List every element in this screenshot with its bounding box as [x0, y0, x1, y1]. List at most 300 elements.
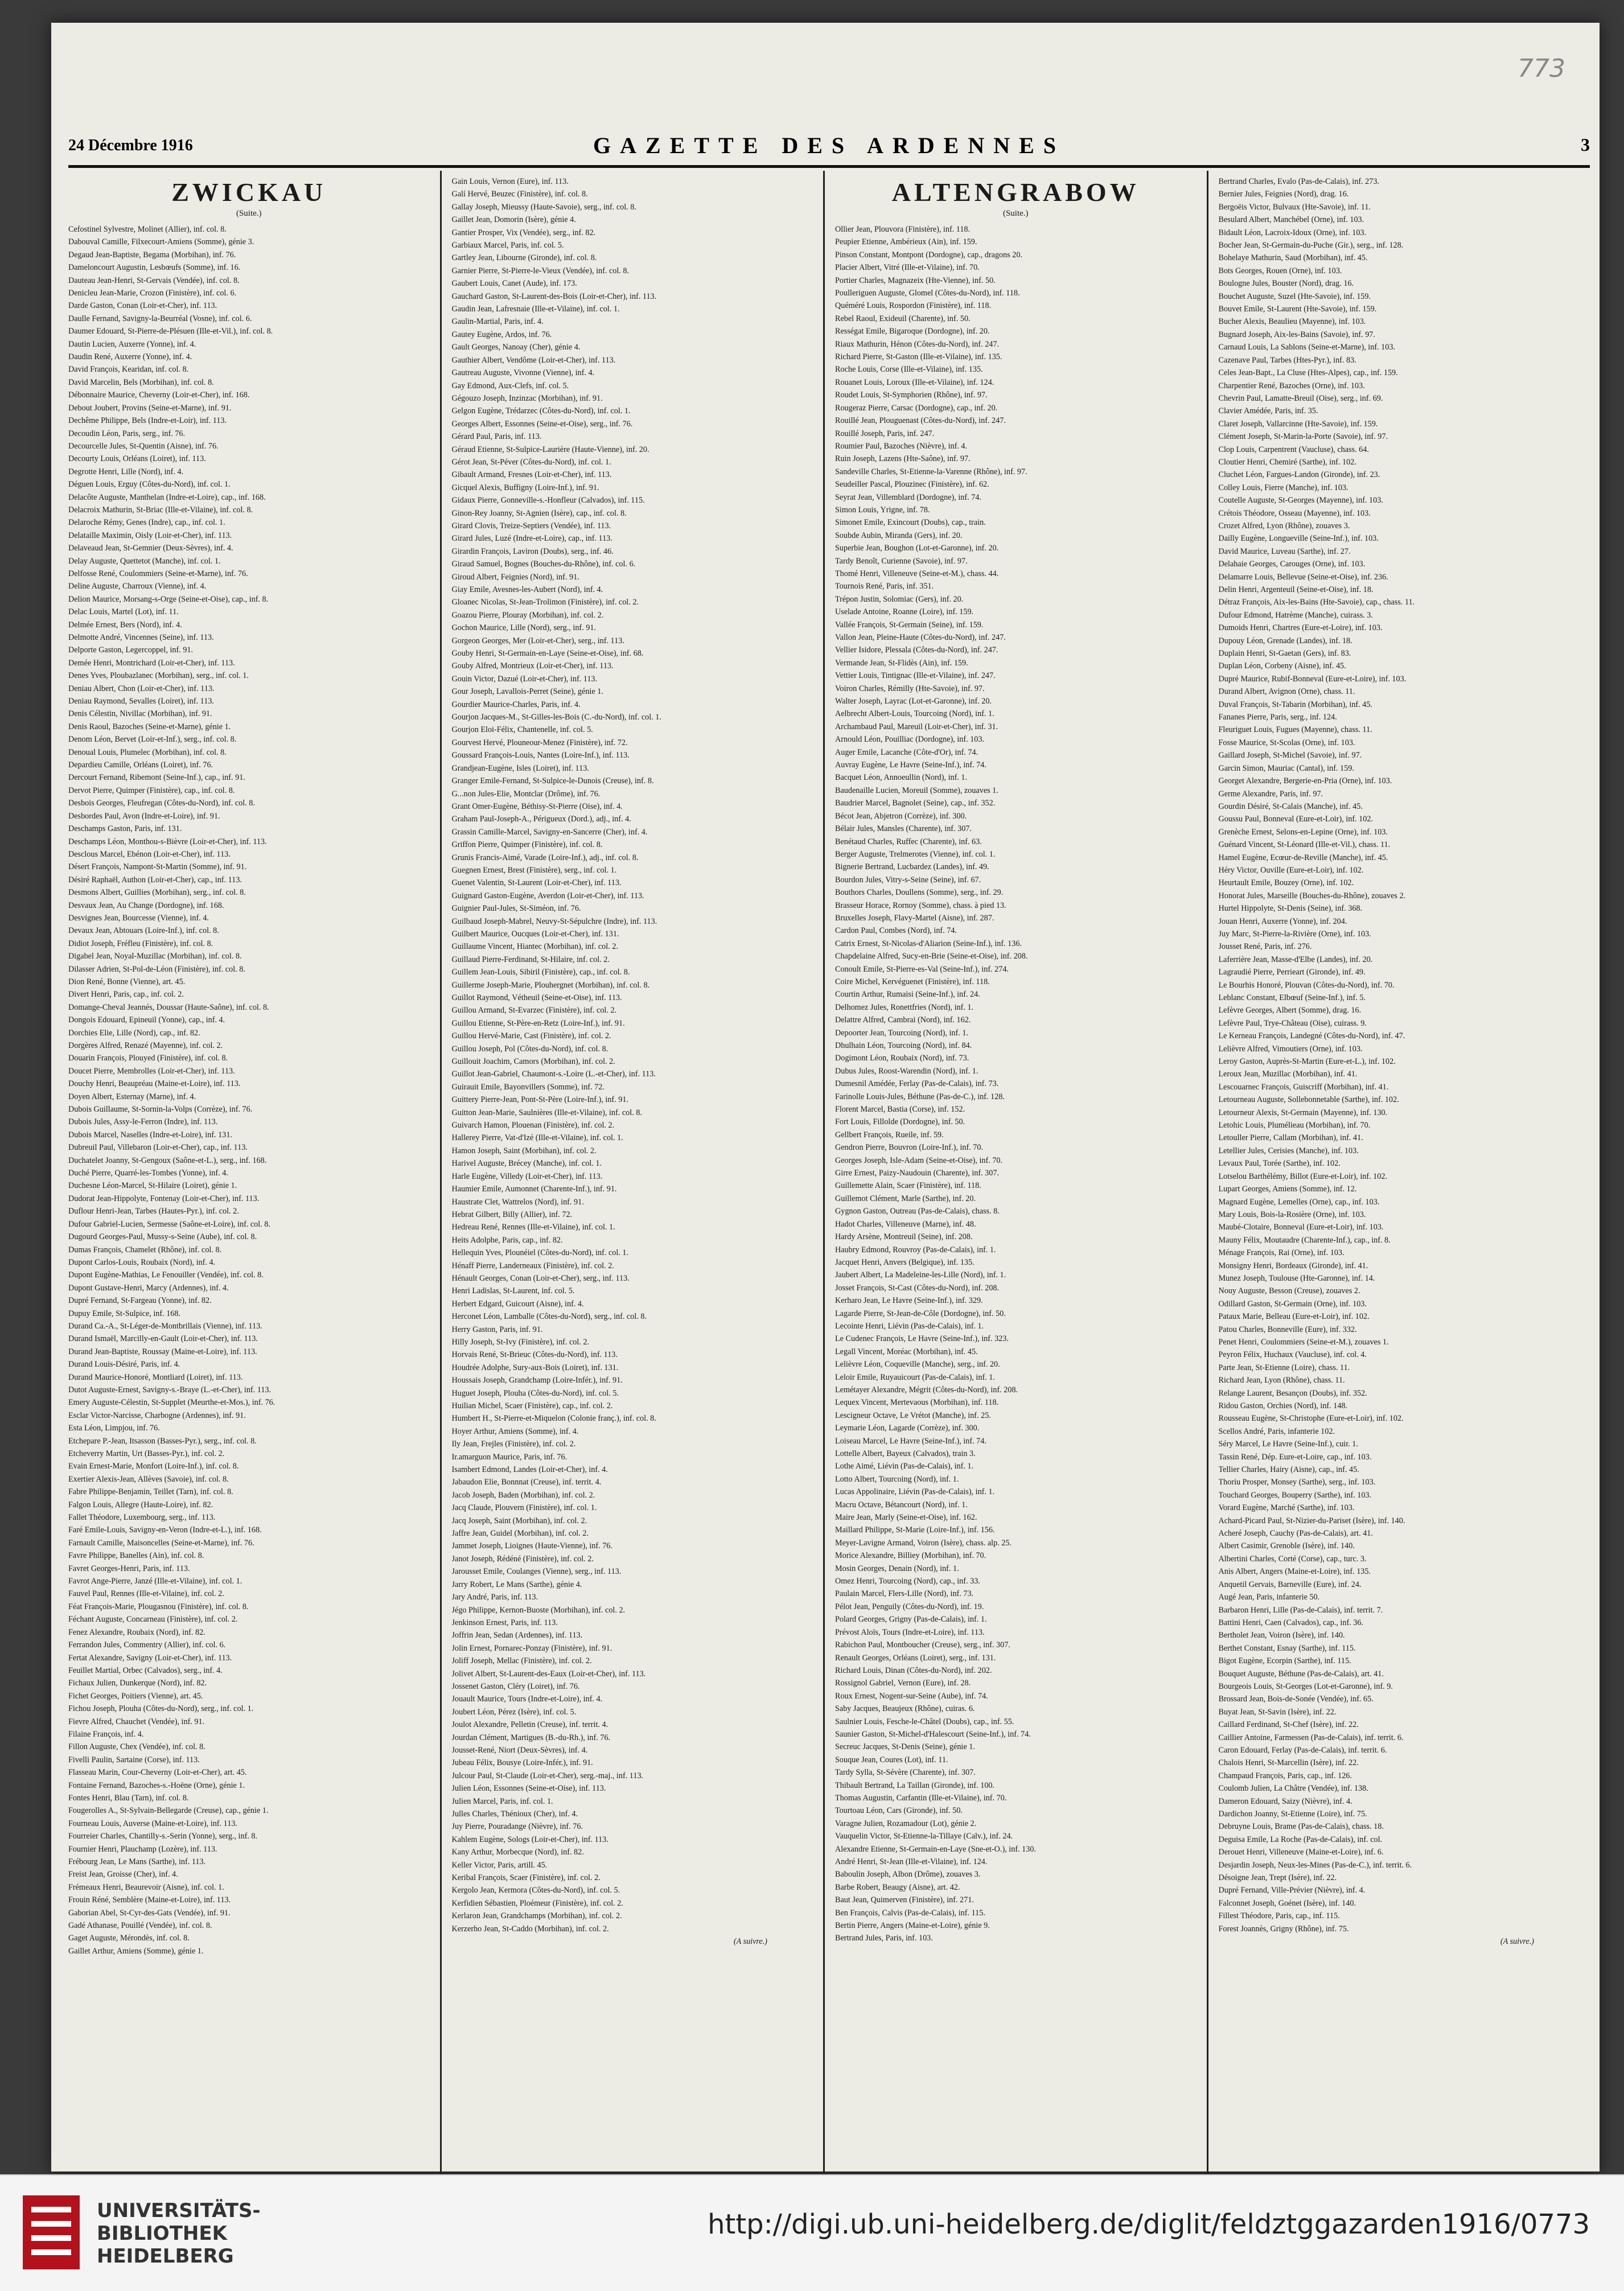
prisoner-entry: Lotselou Barthélémy, Billot (Eure-et-Loir), inf. 102.: [1218, 1171, 1388, 1181]
prisoner-entry: David François, Kearidan, inf. col. 8.: [68, 365, 189, 375]
prisoner-entry: Simon Louis, Yrigne, inf. 78.: [835, 505, 930, 515]
prisoner-entry: Coire Michel, Kervéguenet (Finistère), inf. 118.: [835, 977, 990, 986]
prisoner-entry: Ir.amarguon Maurice, Paris, inf. 76.: [451, 1452, 568, 1462]
prisoner-entry: Dailly Eugène, Longueville (Seine-Inf.), inf. 103.: [1218, 534, 1379, 544]
prisoner-entry: Guillaud Pierre-Ferdinand, St-Hilaire, inf. col. 2.: [451, 955, 610, 964]
prisoner-entry: Dudorat Jean-Hippolyte, Fontenay (Loir-et-Cher), inf. 113.: [68, 1194, 260, 1203]
prisoner-entry: Gaubert Louis, Canet (Aude), inf. 173.: [451, 279, 577, 289]
prisoner-entry: Poulleriguen Auguste, Glomel (Côtes-du-Nord), inf. 118.: [835, 289, 1020, 298]
prisoner-entry: Kerfidien Sébastien, Ploémeur (Finistère), inf. col. 2.: [451, 1898, 623, 1908]
prisoner-entry: Gouby Alfred, Montrieux (Loir-et-Cher), inf. 113.: [451, 661, 614, 671]
prisoner-entry: Baboulin Joseph, Albon (Drôme), zouaves 3.: [835, 1870, 981, 1879]
prisoner-entry: Saulnier Louis, Fesche-le-Châtel (Doubs), cap., inf. 55.: [835, 1717, 1014, 1726]
prisoner-entry: Deniau Raymond, Sevalles (Loiret), inf. 113.: [68, 697, 214, 706]
prisoner-entry: Courtin Arthur, Rumaisi (Seine-Inf.), inf. 24.: [835, 990, 980, 1000]
prisoner-entry: Bécot Jean, Abjetron (Corrèze), inf. 300.: [835, 811, 967, 821]
prisoner-entry: Girard Jules, Luzé (Indre-et-Loire), cap., inf. 113.: [451, 534, 612, 544]
prisoner-entry: Horvais René, St-Brieuc (Côtes-du-Nord), inf. 113.: [451, 1350, 618, 1360]
prisoner-entry: Leroy Gaston, Auprès-St-Martin (Eure-et-L.), inf. 102.: [1218, 1057, 1396, 1067]
prisoner-entry: Désoigne Jean, Trept (Isère), inf. 22.: [1218, 1873, 1337, 1883]
prisoner-entry: Dechême Philippe, Bels (Indre-et-Loir), inf. 113.: [68, 416, 227, 426]
prisoner-entry: Jacquet Henri, Anvers (Belgique), inf. 135.: [835, 1257, 975, 1267]
prisoner-entry: Durand Maurice-Honoré, Montliard (Loiret), inf. 113.: [68, 1372, 243, 1382]
prisoner-entry: Débonnaire Maurice, Cheverny (Loir-et-Cher), inf. 168.: [68, 390, 250, 400]
prisoner-entry: Dautin Lucien, Auxerre (Yonne), inf. 4.: [68, 339, 196, 349]
prisoner-entry: Haubry Edmond, Rouvroy (Pas-de-Calais), inf. 1.: [835, 1245, 996, 1255]
prisoner-entry: Desmons Albert, Guillies (Morbihan), serg., inf. col. 8.: [68, 888, 246, 898]
prisoner-entry: Rouillé Joseph, Paris, inf. 247.: [835, 429, 935, 438]
prisoner-entry: Kahlem Eugène, Sologs (Loir-et-Cher), inf. 113.: [451, 1835, 609, 1844]
prisoner-entry: Lotto Albert, Tourcoing (Nord), inf. 1.: [835, 1474, 959, 1484]
prisoner-entry: Exertier Alexis-Jean, Allèves (Savoie), inf. col. 8.: [68, 1474, 229, 1484]
prisoner-entry: Vallée François, St-Germain (Seine), inf. 159.: [835, 620, 984, 630]
prisoner-entry: Gorgeon Georges, Mer (Loir-et-Cher), serg., inf. 113.: [451, 636, 624, 645]
prisoner-entry: Goazou Pierre, Plouray (Morbihan), inf. col. 2.: [451, 610, 604, 620]
prisoner-entry: Freist Jean, Groisse (Cher), inf. 4.: [68, 1870, 178, 1879]
prisoner-entry: Guegnen Ernest, Brest (Finistère), serg., inf. col. 1.: [451, 865, 617, 875]
prisoner-entry: Houdrée Adolphe, Sury-aux-Bois (Loiret), inf. 131.: [451, 1363, 619, 1372]
prisoner-entry: Jarousset Emile, Coulanges (Vienne), serg., inf. 113.: [451, 1567, 622, 1577]
prisoner-entry: Delaroche Rémy, Genes (Indre), cap., inf. col. 1.: [68, 518, 225, 528]
prisoner-entry: Herconet Léon, Lamballe (Côtes-du-Nord), serg., inf. col. 8.: [451, 1312, 647, 1322]
prisoner-entry: Patou Charles, Bonneville (Eure), inf. 332.: [1218, 1325, 1357, 1334]
prisoner-entry: Gelgon Eugène, Trédarzec (Côtes-du-Nord), inf. col. 1.: [451, 406, 631, 416]
prisoner-entry: Souque Jean, Coures (Lot), inf. 11.: [835, 1755, 948, 1764]
prisoner-entry: Dhulhain Léon, Tourcoing (Nord), inf. 84.: [835, 1041, 972, 1050]
prisoner-entry: Féchant Auguste, Concarneau (Finistère), inf. col. 2.: [68, 1615, 238, 1624]
prisoner-entry: Fievre Alfred, Chauchet (Vendée), inf. 91.: [68, 1717, 205, 1726]
prisoner-entry: Durand Ca.-A., St-Léger-de-Montbrillais (Vienne), inf. 113.: [68, 1321, 262, 1331]
prisoner-entry: Chevrin Paul, Lamatte-Breuil (Oise), serg., inf. 69.: [1218, 393, 1383, 403]
prisoner-entry: Fallet Théodore, Luxembourg, serg., inf. 113.: [68, 1513, 216, 1523]
prisoner-entry: Buyat Jean, St-Savin (Isère), inf. 22.: [1218, 1707, 1337, 1717]
prisoner-entry: Desjardin Joseph, Neux-les-Mines (Pas-de-C.), inf. territ. 6.: [1218, 1860, 1412, 1870]
prisoner-entry: Dubois Marcel, Naselles (Indre-et-Loire), inf. 131.: [68, 1130, 232, 1140]
prisoner-entry: Digabel Jean, Noyal-Muzillac (Morbihan), inf. col. 8.: [68, 952, 242, 961]
prisoner-entry: Bruxelles Joseph, Flavy-Martel (Aisne), inf. 287.: [835, 913, 994, 923]
prisoner-entry: Clément Joseph, St-Marin-la-Porte (Savoie), inf. 97.: [1218, 432, 1388, 442]
prisoner-entry: Gloanec Nicolas, St-Jean-Trolimon (Finistère), inf. col. 2.: [451, 598, 639, 607]
prisoner-entry: Jarry Robert, Le Mans (Sarthe), génie 4.: [451, 1580, 582, 1589]
prisoner-entry: Portier Charles, Magnazeix (Hte-Vienne), inf. 50.: [835, 275, 996, 285]
prisoner-entry: Ollier Jean, Plouvora (Finistère), inf. 118.: [835, 225, 971, 234]
prisoner-entry: Colley Louis, Fierre (Manche), inf. 103.: [1218, 483, 1348, 492]
prisoner-entry: Jouault Maurice, Tours (Indre-et-Loire), inf. 4.: [451, 1694, 603, 1704]
section-continued-note: (Suite.): [236, 209, 262, 218]
prisoner-entry: Hénaff Pierre, Landerneaux (Finistère), inf. col. 2.: [451, 1261, 614, 1270]
prisoner-entry: Dufour Edmond, Hatrème (Manche), cuirass. 3.: [1218, 610, 1373, 620]
prisoner-entry: Fichet Georges, Poitiers (Vienne), art. 45.: [68, 1691, 203, 1701]
prisoner-entry: Fontes Henri, Blau (Tarn), inf. col. 8.: [68, 1793, 189, 1803]
prisoner-entry: Dameloncourt Augustin, Lesbœufs (Somme), inf. 16.: [68, 263, 241, 273]
prisoner-entry: Jacob Joseph, Baden (Morbihan), inf. col. 2.: [451, 1490, 595, 1500]
prisoner-entry: Hilly Joseph, St-Ivy (Finistère), inf. col. 2.: [451, 1337, 590, 1347]
prisoner-entry: Houssais Joseph, Grandchamp (Loire-Infér.), inf. 91.: [451, 1376, 623, 1385]
prisoner-entry: Jary André, Paris, inf. 113.: [451, 1593, 538, 1602]
viewer-footer: [0, 2174, 1624, 2291]
institution-line: UNIVERSITÄTS-: [97, 2199, 261, 2222]
prisoner-entry: Bucher Alexis, Beaulieu (Mayenne), inf. 103.: [1218, 317, 1366, 327]
prisoner-entry: Baudenaille Lucien, Moreuil (Somme), zouaves 1.: [835, 785, 998, 795]
prisoner-entry: Depardieu Camille, Orléans (Loiret), inf. 76.: [68, 760, 213, 770]
prisoner-entry: Guillemette Alain, Scaer (Finistère), inf. 118.: [835, 1181, 981, 1191]
prisoner-entry: Bouquet Auguste, Béthune (Pas-de-Calais), art. 41.: [1218, 1669, 1384, 1679]
prisoner-entry: Kergolo Jean, Kermora (Côtes-du-Nord), inf. col. 5.: [451, 1886, 620, 1895]
prisoner-entry: Mary Louis, Bois-la-Rosière (Orne), inf. 103.: [1218, 1210, 1366, 1219]
prisoner-entry: Guignard Gaston-Eugène, Averdon (Loir-et-Cher), inf. 113.: [451, 891, 644, 900]
page-number: 3: [1581, 134, 1590, 155]
prisoner-entry: Georges Albert, Essonnes (Seine-et-Oise), serg., inf. 76.: [451, 419, 633, 429]
prisoner-entry: Rabichon Paul, Montboucher (Creuse), serg., inf. 307.: [835, 1640, 1010, 1650]
prisoner-entry: Acheré Joseph, Cauchy (Pas-de-Calais), art. 41.: [1218, 1529, 1373, 1539]
prisoner-entry: Benétaud Charles, Ruffec (Charente), inf. 63.: [835, 837, 982, 846]
prisoner-entry: Esta Léon, Limpjou, inf. 76.: [68, 1424, 160, 1433]
prisoner-entry: Albert Casimir, Grenoble (Isère), inf. 140.: [1218, 1541, 1355, 1551]
prisoner-entry: Gault Georges, Nanoay (Cher), génie 4.: [451, 343, 581, 352]
prisoner-entry: Rougeraz Pierre, Carsac (Dordogne), cap., inf. 20.: [835, 403, 998, 413]
prisoner-entry: Mauny Félix, Moutaudre (Charente-Inf.), cap., inf. 8.: [1218, 1235, 1391, 1245]
prisoner-entry: Desbordes Paul, Avon (Indre-et-Loire), inf. 91.: [68, 811, 220, 821]
prisoner-entry: Jacq Joseph, Saint (Morbihan), inf. col. 2.: [451, 1516, 587, 1525]
prisoner-entry: Kany Arthur, Morbecque (Nord), inf. 82.: [451, 1848, 584, 1857]
prisoner-entry: Haustrate Clet, Wattrelos (Nord), inf. 91.: [451, 1197, 584, 1207]
prisoner-entry: Gautreau Auguste, Vivonne (Vienne), inf. 4.: [451, 368, 595, 378]
prisoner-entry: Honorat Jules, Marseille (Bouches-du-Rhône), zouaves 2.: [1218, 891, 1406, 900]
prisoner-entry: Daumer Edouard, St-Pierre-de-Plésuen (Ille-et-Vil.), inf. col. 8.: [68, 327, 273, 336]
prisoner-entry: Augé Jean, Paris, infanterie 50.: [1218, 1593, 1320, 1602]
prisoner-entry: Delahaie Georges, Carouges (Orne), inf. 103.: [1218, 560, 1366, 569]
prisoner-entry: Cazenave Paul, Tarbes (Htes-Pyr.), inf. 83.: [1218, 355, 1356, 365]
prisoner-entry: Gourvest Hervé, Plouneour-Menez (Finistère), inf. 72.: [451, 738, 628, 747]
prisoner-entry: Debout Joubert, Provins (Seine-et-Marne), inf. 91.: [68, 403, 232, 413]
prisoner-entry: Garcin Simon, Mauriac (Cantal), inf. 159.: [1218, 763, 1354, 773]
prisoner-entry: Jubeau Félix, Bousye (Loire-Infér.), inf. 91.: [451, 1758, 593, 1768]
prisoner-entry: Tourtoau Léon, Cars (Gironde), inf. 50.: [835, 1806, 963, 1816]
prisoner-entry: Guivarch Hamon, Plouenan (Finistère), inf. col. 2.: [451, 1121, 615, 1130]
prisoner-entry: Fertat Alexandre, Savigny (Loir-et-Cher), inf. 113.: [68, 1653, 232, 1663]
prisoner-entry: Seyrat Jean, Villemblard (Dordogne), inf. 74.: [835, 492, 981, 502]
prisoner-entry: Vallon Jean, Pleine-Haute (Côtes-du-Nord), inf. 247.: [835, 633, 1006, 642]
prisoner-entry: Leblanc Constant, Elbœuf (Seine-Inf.), inf. 5.: [1218, 993, 1366, 1002]
prisoner-entry: Dumesnil Amédée, Ferlay (Pas-de-Calais), inf. 73.: [835, 1079, 999, 1089]
prisoner-entry: Caillard Ferdinand, St-Chef (Isère), inf. 22.: [1218, 1720, 1359, 1730]
prisoner-entry: Dugourd Georges-Paul, Mussy-s-Seine (Aube), inf. col. 8.: [68, 1232, 257, 1242]
prisoner-entry: Letohic Louis, Plumélieau (Morbihan), inf. 70.: [1218, 1121, 1371, 1130]
prisoner-entry: Heurtault Emile, Bouzey (Orne), inf. 102.: [1218, 878, 1354, 888]
prisoner-entry: Loiseau Marcel, Le Havre (Seine-Inf.), inf. 74.: [835, 1436, 986, 1446]
prisoner-entry: Battini Henri, Caen (Calvados), cap., inf. 36.: [1218, 1618, 1364, 1627]
prisoner-entry: Fivelli Paulin, Sartaine (Corse), inf. 113.: [68, 1755, 200, 1764]
prisoner-entry: Doyen Albert, Esternay (Marne), inf. 4.: [68, 1092, 196, 1101]
prisoner-entry: Desvaux Jean, Au Change (Dordogne), inf. 168.: [68, 900, 224, 910]
prisoner-entry: Durand Albert, Avignon (Orne), chass. 11.: [1218, 687, 1355, 697]
prisoner-entry: Dumas François, Chamelet (Rhône), inf. col. 8.: [68, 1245, 222, 1255]
prisoner-entry: Gochon Maurice, Lille (Nord), serg., inf. 91.: [451, 623, 596, 633]
prisoner-entry: Gauchard Gaston, St-Laurent-des-Bois (Loir-et-Cher), inf. 113.: [451, 291, 657, 301]
prisoner-entry: Voiron Charles, Rémilly (Hte-Savoie), inf. 97.: [835, 684, 985, 693]
prisoner-entry: Sandeville Charles, St-Etienne-la-Varenne (Rhône), inf. 97.: [835, 467, 1027, 476]
prisoner-entry: Déguen Louis, Erguy (Côtes-du-Nord), inf. col. 1.: [68, 480, 231, 490]
prisoner-entry: Keribal François, Scaer (Finistère), inf. col. 2.: [451, 1873, 601, 1883]
prisoner-entry: Durand Ismaël, Marcilly-en-Gault (Loir-et-Cher), inf. 113.: [68, 1334, 258, 1344]
prisoner-entry: Désiré Raphaël, Authon (Loir-et-Cher), cap., inf. 113.: [68, 875, 242, 885]
prisoner-entry: Crozet Alfred, Lyon (Rhône), zouaves 3.: [1218, 521, 1350, 530]
prisoner-entry: Penet Henri, Coulommiers (Seine-et-M.), zouaves 1.: [1218, 1337, 1389, 1347]
prisoner-entry: Griffon Pierre, Quimper (Finistère), inf. col. 8.: [451, 840, 603, 850]
prisoner-entry: Ménage François, Rai (Orne), inf. 103.: [1218, 1248, 1345, 1258]
prisoner-entry: Derouet Henri, Villeneuve (Maine-et-Loire), inf. 6.: [1218, 1848, 1384, 1857]
prisoner-entry: Guillemot Clément, Marle (Sarthe), inf. 20.: [835, 1194, 976, 1203]
prisoner-entry: Doucet Pierre, Membrolles (Loir-et-Cher), inf. 113.: [68, 1066, 235, 1076]
prisoner-entry: Bertrand Jules, Paris, inf. 103.: [835, 1934, 933, 1943]
prisoner-entry: Saby Jacques, Beaujeux (Rhône), cuiras. 6.: [835, 1704, 975, 1714]
prisoner-entry: Durand Jean-Baptiste, Roussay (Maine-et-Loire), inf. 113.: [68, 1347, 257, 1356]
prisoner-entry: Magnard Eugène, Lemelles (Orne), cap., inf. 103.: [1218, 1197, 1380, 1207]
prisoner-entry: Brasseur Horace, Rornoy (Somme), chass. à pied 13.: [835, 900, 1006, 910]
prisoner-entry: Favre Philippe, Banelles (Ain), inf. col. 8.: [68, 1551, 204, 1561]
prisoner-entry: Lagarde Pierre, St-Jean-de-Côle (Dordogne), inf. 50.: [835, 1309, 1006, 1318]
prisoner-entry: Guillerme Joseph-Marie, Plouhergnet (Morbihan), inf. col. 8.: [451, 980, 650, 990]
prisoner-entry: Delfosse René, Coulommiers (Seine-et-Marne), inf. 76.: [68, 569, 248, 578]
prisoner-entry: Gicquel Alexis, Buffigny (Loire-Inf.), inf. 91.: [451, 483, 599, 492]
prisoner-entry: Carnaud Louis, La Sablons (Seine-et-Marne), inf. 103.: [1218, 343, 1395, 352]
prisoner-entry: Jolivet Albert, St-Laurent-des-Eaux (Loir-et-Cher), inf. 113.: [451, 1669, 646, 1679]
prisoner-entry: Dubois Jules, Assy-le-Ferron (Indre), inf. 113.: [68, 1117, 218, 1127]
prisoner-entry: Celes Jean-Bapt., La Cluse (Htes-Alpes), cap., inf. 159.: [1218, 368, 1398, 378]
prisoner-entry: Tellier Charles, Hairy (Aisne), cap., inf. 45.: [1218, 1465, 1359, 1475]
prisoner-entry: Leymarie Léon, Lagarde (Corrèze), inf. 300.: [835, 1424, 980, 1433]
prisoner-entry: Dion René, Bonne (Vienne), art. 45.: [68, 977, 186, 986]
prisoner-entry: Joubert Léon, Pérez (Isère), inf. col. 5.: [451, 1707, 577, 1717]
prisoner-entry: Giay Emile, Avesnes-les-Aubert (Nord), inf. 4.: [451, 585, 603, 594]
prisoner-entry: Duval François, St-Tabarin (Morbihan), inf. 45.: [1218, 700, 1372, 709]
prisoner-entry: Nouy Auguste, Besson (Creuse), zouaves 2.: [1218, 1286, 1360, 1296]
prisoner-entry: Clavier Amédée, Paris, inf. 35.: [1218, 406, 1318, 416]
prisoner-entry: Jolin Ernest, Pornarec-Ponzay (Finistère), inf. 91.: [451, 1643, 612, 1653]
prisoner-entry: Vellier Isidore, Plessala (Côtes-du-Nord), inf. 247.: [835, 645, 998, 655]
prisoner-entry: Favrot Ange-Pierre, Janzé (Ille-et-Vilaine), inf. col. 1.: [68, 1577, 242, 1586]
prisoner-entry: Harle Eugène, Villedy (Loir-et-Cher), inf. 113.: [451, 1171, 603, 1181]
prisoner-entry: Fort Louis, Fillolde (Dordogne), inf. 50.: [835, 1117, 965, 1127]
prisoner-entry: Maubé-Clotaire, Bonneval (Eure-et-Loir), inf. 103.: [1218, 1223, 1384, 1232]
prisoner-entry: Douchy Henri, Beaupréau (Maine-et-Loire), inf. 113.: [68, 1079, 241, 1089]
prisoner-entry: Fourneau Louis, Auverse (Maine-et-Loire), inf. 113.: [68, 1819, 237, 1828]
prisoner-entry: Guittery Pierre-Jean, Pont-St-Père (Loire-Inf.), inf. 91.: [451, 1095, 628, 1105]
prisoner-entry: Varagne Julien, Rozamadour (Lot), génie 2.: [835, 1819, 977, 1828]
prisoner-entry: Dupouy Léon, Grenade (Landes), inf. 18.: [1218, 636, 1352, 645]
prisoner-entry: Fichou Joseph, Plouha (Côtes-du-Nord), serg., inf. col. 1.: [68, 1704, 254, 1714]
prisoner-entry: Dutot Auguste-Ernest, Savigny-s.-Braye (L.-et-Cher), inf. 113.: [68, 1385, 272, 1395]
prisoner-entry: Le Bourhis Honoré, Plouvan (Côtes-du-Nord), inf. 70.: [1218, 980, 1395, 990]
prisoner-entry: Hedreau René, Rennes (Ille-et-Vilaine), inf. col. 1.: [451, 1223, 615, 1232]
prisoner-entry: Delataille Maximin, Oisly (Loir-et-Cher), inf. 113.: [68, 530, 232, 540]
prisoner-entry: Gaborian Abel, St-Cyr-des-Gats (Vendée), inf. 91.: [68, 1908, 231, 1918]
prisoner-entry: Debruyne Louis, Brame (Pas-de-Calais), chass. 18.: [1218, 1822, 1384, 1832]
prisoner-entry: Georges Joseph, Isle-Adam (Seine-et-Oise), inf. 70.: [835, 1155, 1003, 1165]
prisoner-entry: Gaillet Arthur, Amiens (Somme), génie 1.: [68, 1946, 204, 1956]
prisoner-entry: Rebel Raoul, Exideuil (Charente), inf. 50.: [835, 314, 971, 323]
prisoner-entry: Vorard Eugène, Marché (Sarthe), inf. 103.: [1218, 1503, 1355, 1513]
prisoner-entry: Desclous Marcel, Ebénon (Loir-et-Cher), inf. 113.: [68, 849, 231, 859]
prisoner-entry: Domange-Cheval Jeannés, Doussar (Haute-Saône), inf. col. 8.: [68, 1002, 269, 1012]
prisoner-entry: Dupuy Emile, St-Sulpice, inf. 168.: [68, 1309, 181, 1318]
prisoner-entry: Huguet Joseph, Plouha (Côtes-du-Nord), inf. col. 5.: [451, 1388, 619, 1398]
prisoner-entry: Guilbaud Joseph-Mabrel, Neuvy-St-Sépulchre (Indre), inf. 113.: [451, 916, 657, 926]
prisoner-entry: Bignerie Bertrand, Lucbardez (Landes), inf. 49.: [835, 862, 989, 872]
prisoner-entry: Deschamps Léon, Monthou-s-Bièvre (Loir-et-Cher), inf. 113.: [68, 837, 267, 846]
prisoner-entry: Girard Clovis, Treize-Septiers (Vendée), inf. 113.: [451, 521, 611, 530]
prisoner-entry: Besulard Albert, Manchébel (Orne), inf. 103.: [1218, 215, 1364, 225]
prisoner-entry: Kerharo Jean, Le Havre (Seine-Inf.), inf. 329.: [835, 1296, 983, 1306]
prisoner-entry: Florent Marcel, Bastia (Corse), inf. 152.: [835, 1105, 965, 1114]
prisoner-entry: Letouller Pierre, Callam (Morbihan), inf. 41.: [1218, 1133, 1363, 1143]
prisoner-entry: Darde Gaston, Conan (Loir-et-Cher), inf. 113.: [68, 301, 217, 311]
prisoner-entry: Deschamps Gaston, Paris, inf. 131.: [68, 824, 182, 834]
prisoner-entry: Roche Louis, Corse (Ille-et-Vilaine), inf. 135.: [835, 365, 983, 375]
prisoner-entry: Cluchet Léon, Fargues-Landon (Gironde), inf. 23.: [1218, 470, 1380, 480]
prisoner-entry: Gourdin Désiré, St-Calais (Manche), inf. 45.: [1218, 801, 1363, 811]
prisoner-entry: Evain Ernest-Marie, Monfort (Loire-Inf.), inf. col. 8.: [68, 1462, 239, 1471]
prisoner-entry: Gourjon Eloi-Félix, Chantenelle, inf. col. 5.: [451, 725, 593, 735]
prisoner-entry: Tassin René, Dép. Eure-et-Loire, cap., inf. 103.: [1218, 1452, 1372, 1462]
handwritten-page-number: 773: [1518, 54, 1565, 83]
prisoner-entry: Jousset-René, Niort (Deux-Sèvres), inf. 4.: [451, 1745, 588, 1755]
prisoner-entry: Divert Henri, Paris, cap., inf. col. 2.: [68, 990, 184, 1000]
institution-line: BIBLIOTHEK: [97, 2222, 227, 2245]
prisoner-entry: Désert François, Nampont-St-Martin (Somme), inf. 91.: [68, 862, 247, 872]
prisoner-entry: Odillard Gaston, St-Germain (Orne), inf. 103.: [1218, 1299, 1367, 1309]
prisoner-entry: Relange Laurent, Besançon (Doubs), inf. 352.: [1218, 1388, 1367, 1398]
prisoner-entry: Renault Georges, Orléans (Loiret), serg., inf. 131.: [835, 1653, 996, 1663]
continued-note: (A suivre.): [733, 1937, 767, 1947]
prisoner-entry: Dubus Jules, Roost-Warendin (Nord), inf. 1.: [835, 1066, 978, 1076]
prisoner-entry: Bourdon Jules, Vitry-s-Seine (Seine), inf. 67.: [835, 875, 981, 885]
prisoner-entry: Chapdelaine Alfred, Sucy-en-Brie (Seine-et-Oise), inf. 208.: [835, 952, 1028, 961]
prisoner-entry: Leroux Jean, Muzillac (Morbihan), inf. 41.: [1218, 1070, 1358, 1079]
prisoner-entry: Bohelaye Mathurin, Saud (Morbihan), inf. 45.: [1218, 253, 1368, 263]
prisoner-entry: Géraud Etienne, St-Sulpice-Laurière (Haute-Vienne), inf. 20.: [451, 445, 649, 454]
prisoner-entry: Brossard Jean, Bois-de-Sonée (Vendée), inf. 65.: [1218, 1694, 1374, 1704]
prisoner-entry: Caillier Antoine, Farmessen (Pas-de-Calais), inf. territ. 6.: [1218, 1733, 1404, 1742]
prisoner-entry: Guillou Joseph, Pol (Côtes-du-Nord), inf. col. 8.: [451, 1044, 609, 1054]
prisoner-entry: Rouanet Louis, Loroux (Ille-et-Vilaine), inf. 124.: [835, 377, 994, 387]
prisoner-entry: Auger Emile, Lacanche (Côte-d'Or), inf. 74.: [835, 747, 978, 757]
prisoner-entry: Bertin Pierre, Angers (Maine-et-Loire), génie 9.: [835, 1921, 990, 1931]
prisoner-entry: Coutelle Auguste, St-Georges (Mayenne), inf. 103.: [1218, 496, 1383, 505]
prisoner-entry: Gourdier Maurice-Charles, Paris, inf. 4.: [451, 700, 581, 709]
prisoner-entry: Dupré Maurice, Rubif-Bonneval (Eure-et-Loire), inf. 103.: [1218, 674, 1407, 684]
prisoner-entry: Dilasser Adrien, St-Pol-de-Léon (Finistère), inf. col. 8.: [68, 964, 245, 974]
prisoner-entry: Gallay Joseph, Mieussy (Haute-Savoie), serg., inf. col. 8.: [451, 202, 636, 212]
prisoner-entry: Guillouit Joachim, Camors (Morbihan), inf. col. 2.: [451, 1057, 615, 1067]
prisoner-entry: Durand Louis-Désiré, Paris, inf. 4.: [68, 1360, 180, 1369]
prisoner-entry: Gadé Athanase, Pouillé (Vendée), inf. col. 8.: [68, 1921, 212, 1931]
prisoner-entry: Rousseau Eugène, St-Christophe (Eure-et-Loir), inf. 102.: [1218, 1414, 1404, 1424]
prisoner-entry: Hallerey Pierre, Vat-d'Izé (Ille-et-Vilaine), inf. col. 1.: [451, 1133, 623, 1143]
prisoner-entry: Roux Ernest, Nogent-sur-Seine (Aube), inf. 74.: [835, 1691, 988, 1701]
prisoner-entry: Dufour Gabriel-Lucien, Sermesse (Saône-et-Loire), inf. col. 8.: [68, 1219, 270, 1229]
prisoner-entry: Roumier Paul, Bazoches (Nièvre), inf. 4.: [835, 441, 968, 451]
prisoner-entry: Joliff Joseph, Mellac (Finistère), inf. col. 2.: [451, 1656, 592, 1666]
prisoner-entry: Ben François, Calvis (Pas-de-Calais), inf. 115.: [835, 1908, 985, 1918]
prisoner-entry: Touchard Georges, Bouperry (Sarthe), inf. 103.: [1218, 1490, 1372, 1500]
prisoner-entry: Kerlaron Jean, Grandchamps (Morbihan), inf. col. 2.: [451, 1911, 622, 1921]
prisoner-entry: Omez Henri, Tourcoing (Nord), cap., inf. 33.: [835, 1577, 980, 1586]
prisoner-entry: Falconnet Joseph, Goénet (Isère), inf. 140.: [1218, 1898, 1356, 1908]
prisoner-entry: Denes Yves, Ploubazlanec (Morbihan), serg., inf. col. 1.: [68, 671, 249, 681]
prisoner-entry: Secreuc Jacques, St-Denis (Seine), génie 1.: [835, 1742, 975, 1752]
prisoner-entry: Guillem Jean-Louis, Sibiril (Finistère), cap., inf. col. 8.: [451, 968, 630, 977]
prisoner-entry: Josset François, St-Cast (Côtes-du-Nord), inf. 208.: [835, 1283, 1000, 1293]
masthead: [68, 131, 1590, 168]
prisoner-entry: Levaux Paul, Torée (Sarthe), inf. 102.: [1218, 1159, 1341, 1169]
prisoner-entry: Delmée Ernest, Bers (Nord), inf. 4.: [68, 620, 182, 630]
prisoner-entry: Frouin Réné, Semblère (Maine-et-Loire), inf. 113.: [68, 1895, 231, 1905]
prisoner-entry: Duplan Léon, Corbeny (Aisne), inf. 45.: [1218, 661, 1346, 671]
prisoner-entry: Grunis Francis-Aimé, Varade (Loire-Inf.), adj., inf. col. 8.: [451, 853, 639, 862]
prisoner-entry: Riaux Mathurin, Hénon (Côtes-du-Nord), inf. 247.: [835, 339, 1000, 349]
prisoner-entry: Hénault Georges, Conan (Loir-et-Cher), serg., inf. 113.: [451, 1273, 630, 1283]
permalink-url[interactable]: http://digi.ub.uni-heidelberg.de/diglit/feldztggazarden1916/0773: [708, 2208, 1590, 2240]
prisoner-entry: Desbois Georges, Fleufregan (Côtes-du-Nord), inf. col. 8.: [68, 799, 255, 808]
prisoner-entry: Rességat Emile, Bigaroque (Dordogne), inf. 20.: [835, 327, 990, 336]
prisoner-entry: Julien Léon, Essonnes (Seine-et-Oise), inf. 113.: [451, 1784, 606, 1794]
prisoner-entry: Gérot Jean, St-Péver (Côtes-du-Nord), inf. col. 1.: [451, 457, 611, 467]
prisoner-entry: Auvray Eugène, Le Havre (Seine-Inf.), inf. 74.: [835, 760, 986, 770]
prisoner-entry: Feuillet Martial, Orbec (Calvados), serg., inf. 4.: [68, 1665, 223, 1675]
prisoner-entry: Denis Célestin, Nivillac (Morbihan), inf. 91.: [68, 709, 212, 719]
prisoner-entry: Gourjon Jacques-M., St-Gilles-les-Bois (C.-du-Nord), inf. col. 1.: [451, 713, 661, 722]
prisoner-entry: Tournois René, Paris, inf. 351.: [835, 582, 934, 591]
prisoner-entry: Julles Charles, Thénioux (Cher), inf. 4.: [451, 1809, 578, 1819]
prisoner-entry: Juy Pierre, Pouradange (Nièvre), inf. 76.: [451, 1822, 583, 1832]
prisoner-entry: Jaffre Jean, Guidel (Morbihan), inf. col. 2.: [451, 1529, 589, 1539]
prisoner-entry: Séry Marcel, Le Havre (Seine-Inf.), cuir. 1.: [1218, 1439, 1358, 1449]
prisoner-entry: Anis Albert, Angers (Maine-et-Loire), inf. 135.: [1218, 1567, 1371, 1577]
prisoner-entry: Guillot Raymond, Vétheuil (Seine-et-Oise), inf. 113.: [451, 993, 622, 1002]
prisoner-entry: Frémeaux Henri, Beaurevoir (Aisne), inf. col. 1.: [68, 1882, 224, 1892]
prisoner-entry: Farinolle Louis-Jules, Béthune (Pas-de-C.), inf. 128.: [835, 1092, 1005, 1101]
prisoner-entry: Dupont Eugène-Mathias, Le Fenouiller (Vendée), inf. col. 8.: [68, 1270, 264, 1280]
prisoner-entry: Quéméré Louis, Rospordon (Finistère), inf. 118.: [835, 301, 992, 311]
prisoner-entry: Albertini Charles, Corté (Corse), cap., turc. 3.: [1218, 1554, 1367, 1564]
prisoner-entry: Bernier Jules, Feignies (Nord), drag. 16.: [1218, 190, 1349, 199]
prisoner-entry: Guillou Etienne, St-Père-en-Retz (Loire-Inf.), inf. 91.: [451, 1018, 625, 1028]
prisoner-entry: Guilbert Maurice, Oucques (Loir-et-Cher), inf. 131.: [451, 929, 619, 939]
prisoner-entry: Fourreier Charles, Chantilly-s.-Serin (Yonne), serg., inf. 8.: [68, 1832, 258, 1841]
prisoner-entry: Barbaron Henri, Lille (Pas-de-Calais), inf. territ. 7.: [1218, 1605, 1383, 1615]
prisoner-entry: Dupont Carlos-Louis, Roubaix (Nord), inf. 4.: [68, 1257, 216, 1267]
prisoner-entry: Esclar Victor-Narcisse, Charbogne (Ardennes), inf. 91.: [68, 1410, 246, 1420]
prisoner-entry: Gibault Armand, Fresnes (Loir-et-Cher), inf. 113.: [451, 470, 612, 480]
prisoner-entry: Dauteau Jean-Henri, St-Gervais (Vendée), inf. col. 8.: [68, 275, 240, 285]
prisoner-entry: Flasseau Marin, Cour-Cheverny (Loir-et-Cher), art. 45.: [68, 1768, 247, 1778]
column-2: [440, 171, 824, 2227]
prisoner-entry: Scellos André, Paris, infanterie 102.: [1218, 1426, 1335, 1436]
prisoner-entry: Maire Jean, Marly (Seine-et-Oise), inf. 162.: [835, 1513, 977, 1523]
prisoner-entry: Degrotte Henri, Lille (Nord), inf. 4.: [68, 467, 184, 476]
prisoner-entry: Polard Georges, Grigny (Pas-de-Calais), inf. 1.: [835, 1615, 987, 1624]
prisoner-entry: Fichaux Julien, Dunkerque (Nord), inf. 82.: [68, 1679, 207, 1688]
prisoner-entry: Delamarre Louis, Bellevue (Seine-et-Oise), inf. 236.: [1218, 572, 1388, 582]
prisoner-entry: Laferrière Jean, Masse-d'Elbe (Landes), inf. 20.: [1218, 955, 1373, 964]
prisoner-entry: Bocher Jean, St-Germain-du-Puche (Gir.), serg., inf. 128.: [1218, 241, 1404, 250]
prisoner-entry: Devaux Jean, Abtouars (Loire-Inf.), inf. col. 8.: [68, 926, 219, 936]
prisoner-entry: David Maurice, Luveau (Sarthe), inf. 27.: [1218, 546, 1351, 556]
prisoner-entry: Gygnon Gaston, Outreau (Pas-de-Calais), chass. 8.: [835, 1207, 1000, 1216]
prisoner-entry: Duchatelet Joanny, St-Gengoux (Saône-et-L.), serg., inf. 168.: [68, 1155, 267, 1165]
prisoner-entry: Letourneau Auguste, Sollebonnetable (Sarthe), inf. 102.: [1218, 1095, 1399, 1105]
